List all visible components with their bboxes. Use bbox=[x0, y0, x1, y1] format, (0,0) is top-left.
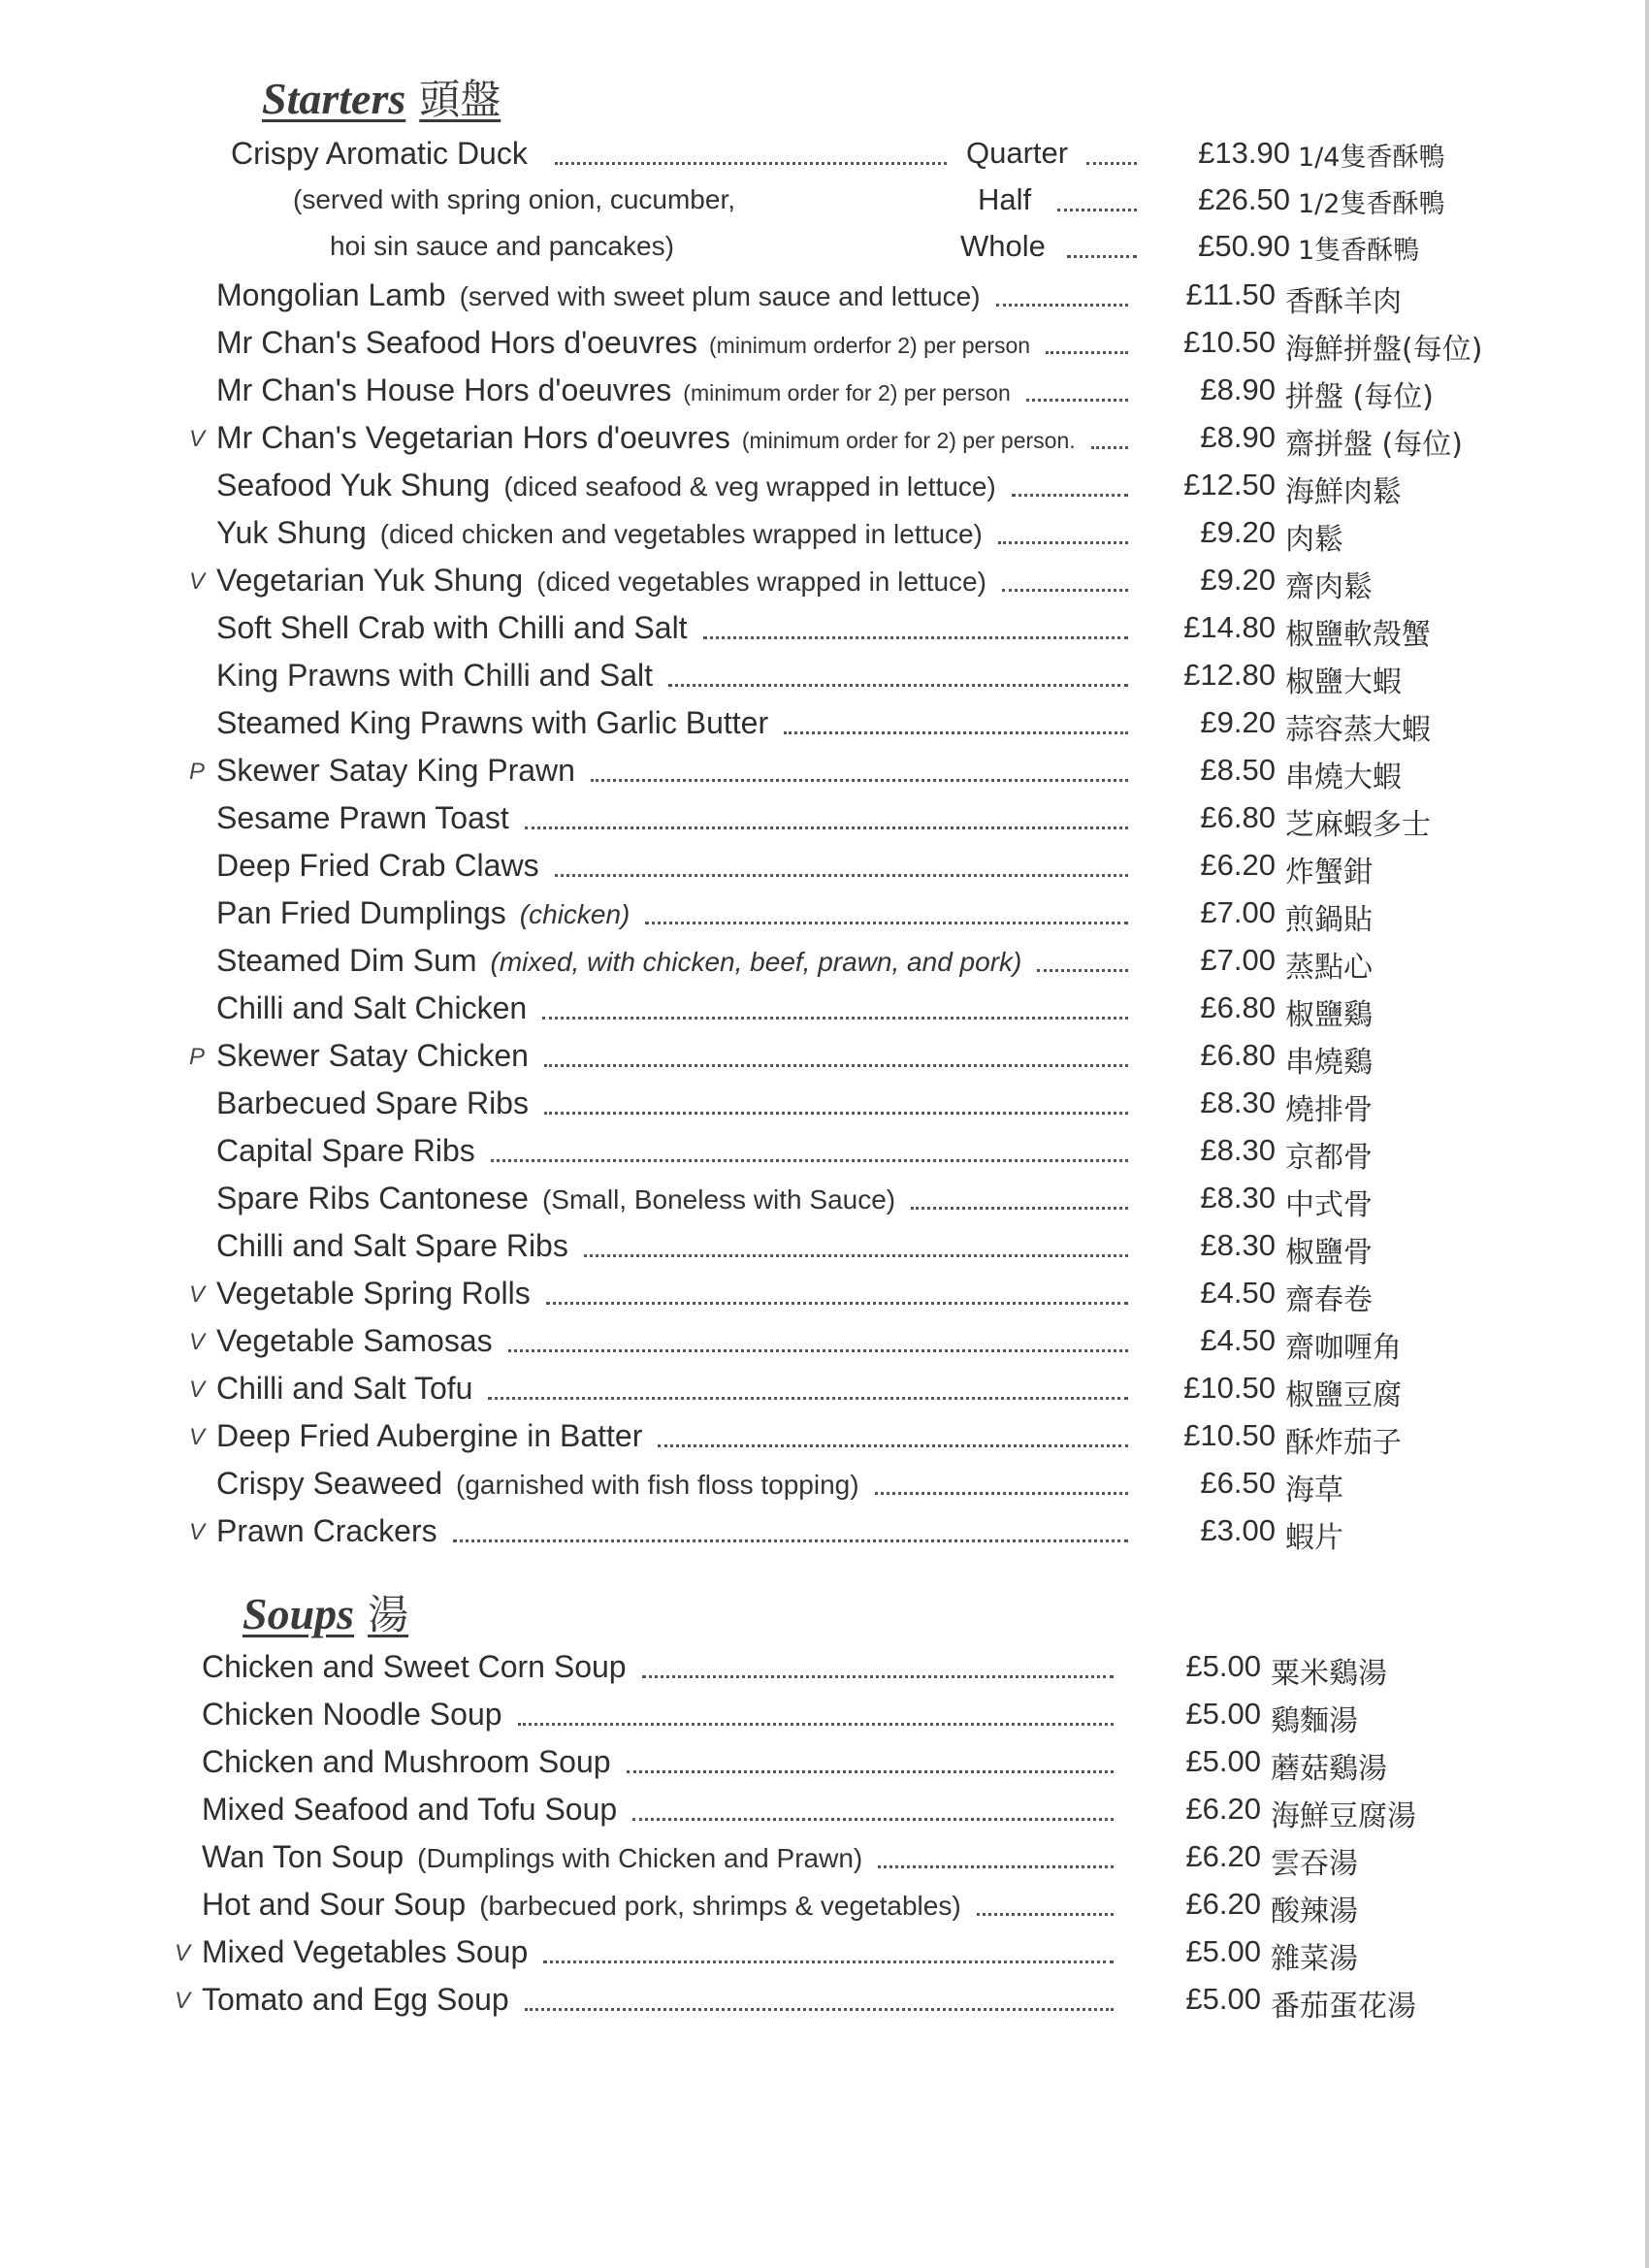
diet-mark: V bbox=[189, 1281, 206, 1308]
dot-leader bbox=[1026, 399, 1128, 402]
item-chinese-name: 拼盤 (每位) bbox=[1285, 380, 1434, 414]
item-chinese-name: 番茄蛋花湯 bbox=[1271, 1990, 1416, 2024]
menu-item-row bbox=[175, 1982, 1533, 2025]
item-chinese-name: 齋肉鬆 bbox=[1285, 570, 1373, 604]
dot-leader bbox=[668, 684, 1128, 687]
diet-mark: V bbox=[175, 1988, 191, 2014]
item-name: Mr Chan's Seafood Hors d'oeuvres bbox=[216, 325, 698, 360]
item-note: (Small, Boneless with Sauce) bbox=[541, 1184, 896, 1215]
item-chinese-name: 雜菜湯 bbox=[1271, 1942, 1358, 1976]
item-chinese-name: 齋春卷 bbox=[1285, 1283, 1373, 1317]
portion-label: Quarter bbox=[966, 136, 1069, 170]
item-price: £6.20 bbox=[1185, 1839, 1261, 1873]
item-chinese-name: 齋咖喱角 bbox=[1285, 1331, 1402, 1365]
item-name: Skewer Satay King Prawn bbox=[216, 753, 575, 788]
item-name: Yuk Shung bbox=[216, 515, 367, 550]
dot-leader bbox=[1057, 209, 1137, 211]
item-chinese-name: 海草 bbox=[1285, 1474, 1343, 1507]
menu-item-row bbox=[175, 1649, 1533, 1692]
item-price: £4.50 bbox=[1200, 1323, 1276, 1357]
item-name: Vegetable Spring Rolls bbox=[216, 1276, 531, 1311]
item-chinese-name: 燒排骨 bbox=[1285, 1093, 1373, 1127]
menu-item-row bbox=[189, 1038, 1547, 1081]
dot-leader bbox=[1086, 162, 1137, 165]
menu-item-row bbox=[189, 1418, 1547, 1461]
diet-mark: V bbox=[189, 1329, 206, 1355]
menu-item-row bbox=[189, 1466, 1547, 1508]
item-name: Deep Fried Aubergine in Batter bbox=[216, 1418, 643, 1453]
item-name: King Prawns with Chilli and Salt bbox=[216, 658, 653, 693]
item-name: Steamed King Prawns with Garlic Butter bbox=[216, 705, 769, 740]
diet-mark: V bbox=[189, 1377, 206, 1403]
item-name: Chilli and Salt Tofu bbox=[216, 1371, 473, 1406]
item-price: £6.80 bbox=[1200, 1038, 1276, 1072]
menu-item-row bbox=[189, 563, 1547, 605]
dot-leader bbox=[544, 1112, 1128, 1115]
item-note: (minimum order for 2) per person bbox=[683, 380, 1011, 405]
item-price: £8.50 bbox=[1200, 753, 1276, 787]
item-name: Chilli and Salt Chicken bbox=[216, 990, 528, 1025]
menu-item-row bbox=[189, 610, 1547, 653]
diet-mark: V bbox=[189, 1519, 206, 1545]
dot-leader bbox=[645, 922, 1128, 924]
item-name: Spare Ribs Cantonese bbox=[216, 1181, 529, 1215]
item-chinese-name: 蒜容蒸大蝦 bbox=[1285, 713, 1431, 747]
item-chinese-name: 蝦片 bbox=[1285, 1521, 1343, 1555]
item-name: Skewer Satay Chicken bbox=[216, 1038, 529, 1073]
dot-leader bbox=[1046, 351, 1128, 354]
item-price: £50.90 bbox=[1198, 229, 1290, 263]
menu-item-row bbox=[189, 373, 1547, 415]
dot-leader bbox=[632, 1818, 1114, 1821]
item-name: Barbecued Spare Ribs bbox=[216, 1085, 529, 1120]
dot-leader bbox=[878, 1865, 1114, 1868]
dot-leader bbox=[525, 826, 1128, 829]
menu-item-row bbox=[175, 1839, 1533, 1882]
item-price: £6.20 bbox=[1185, 1792, 1261, 1826]
item-name: Capital Spare Ribs bbox=[216, 1133, 475, 1168]
menu-item-row bbox=[175, 1792, 1533, 1834]
item-chinese-name: 香酥羊肉 bbox=[1285, 285, 1402, 319]
item-chinese-name: 海鮮拼盤(每位) bbox=[1285, 333, 1483, 367]
dot-leader bbox=[977, 1913, 1114, 1916]
item-price: £8.30 bbox=[1200, 1181, 1276, 1215]
menu-item-row bbox=[189, 1323, 1547, 1366]
dot-leader bbox=[998, 541, 1128, 544]
diet-mark: V bbox=[189, 426, 206, 452]
item-name: Mr Chan's Vegetarian Hors d'oeuvres bbox=[216, 420, 730, 455]
menu-item-row bbox=[189, 515, 1547, 558]
dot-leader bbox=[555, 162, 947, 165]
item-price: £8.30 bbox=[1200, 1133, 1276, 1167]
menu-item-row bbox=[189, 1085, 1547, 1128]
item-price: £13.90 bbox=[1198, 136, 1290, 170]
item-chinese-name: 椒鹽豆腐 bbox=[1285, 1378, 1402, 1412]
item-price: £7.00 bbox=[1200, 943, 1276, 977]
menu-item-row bbox=[189, 1181, 1547, 1223]
menu-item-row bbox=[189, 1228, 1547, 1271]
item-note: (served with sweet plum sauce and lettuce) bbox=[459, 281, 981, 311]
diet-mark: V bbox=[189, 1424, 206, 1450]
item-chinese-name: 蒸點心 bbox=[1285, 951, 1373, 985]
menu-item-row bbox=[189, 1133, 1547, 1176]
item-name: Vegetarian Yuk Shung bbox=[216, 563, 524, 598]
item-name: Mixed Seafood and Tofu Soup bbox=[202, 1792, 618, 1827]
dot-leader bbox=[555, 874, 1128, 877]
item-note: (diced vegetables wrapped in lettuce) bbox=[536, 567, 986, 597]
soups-title: Soups bbox=[242, 1589, 355, 1638]
starters-title-zh: 頭盤 bbox=[419, 76, 501, 123]
menu-item-row bbox=[189, 895, 1547, 938]
item-name: Soft Shell Crab with Chilli and Salt bbox=[216, 610, 688, 645]
item-price: £6.80 bbox=[1200, 990, 1276, 1024]
menu-item-row bbox=[189, 468, 1547, 510]
item-chinese-name: 海鮮肉鬆 bbox=[1285, 475, 1402, 509]
dot-leader bbox=[584, 1254, 1128, 1257]
item-price: £6.50 bbox=[1200, 1466, 1276, 1500]
item-chinese-name: 椒鹽軟殼蟹 bbox=[1285, 618, 1431, 652]
item-price: £10.50 bbox=[1183, 1418, 1276, 1452]
dot-leader bbox=[1002, 589, 1128, 592]
item-chinese-name: 酸辣湯 bbox=[1271, 1895, 1358, 1928]
duck-note-line2: hoi sin sauce and pancakes) bbox=[330, 231, 674, 261]
menu-item-row bbox=[189, 848, 1547, 891]
item-price: £5.00 bbox=[1185, 1697, 1261, 1731]
dot-leader bbox=[544, 1064, 1128, 1067]
item-chinese-name: 煎鍋貼 bbox=[1285, 903, 1373, 937]
item-name: Deep Fried Crab Claws bbox=[216, 848, 539, 883]
menu-item-row bbox=[189, 277, 1547, 320]
diet-mark: V bbox=[189, 568, 206, 595]
portion-label: Half bbox=[978, 182, 1032, 216]
item-price: £10.50 bbox=[1183, 1371, 1276, 1405]
dot-leader bbox=[491, 1159, 1128, 1162]
dot-leader bbox=[1091, 446, 1128, 449]
item-price: £9.20 bbox=[1200, 515, 1276, 549]
starters-title: Starters bbox=[262, 74, 406, 123]
item-price: £9.20 bbox=[1200, 563, 1276, 597]
item-chinese-name: 中式骨 bbox=[1285, 1188, 1373, 1222]
item-name: Mixed Vegetables Soup bbox=[202, 1934, 529, 1969]
item-price: £3.00 bbox=[1200, 1513, 1276, 1547]
menu-item-row bbox=[189, 990, 1547, 1033]
item-price: £8.90 bbox=[1200, 373, 1276, 406]
dot-leader bbox=[518, 1723, 1114, 1726]
dot-leader bbox=[627, 1770, 1114, 1773]
dot-leader bbox=[488, 1397, 1128, 1400]
item-name: Chicken and Mushroom Soup bbox=[202, 1744, 611, 1779]
item-name: Tomato and Egg Soup bbox=[202, 1982, 509, 2017]
dot-leader bbox=[508, 1349, 1128, 1352]
item-name: Seafood Yuk Shung bbox=[216, 468, 491, 502]
item-chinese-name: 粟米鷄湯 bbox=[1271, 1657, 1387, 1691]
item-chinese-name: 芝麻蝦多士 bbox=[1285, 808, 1431, 842]
item-name: Sesame Prawn Toast bbox=[216, 800, 509, 835]
item-price: £5.00 bbox=[1185, 1744, 1261, 1778]
dot-leader bbox=[1067, 255, 1137, 258]
item-chinese-name: 齋拼盤 (每位) bbox=[1285, 428, 1463, 462]
item-chinese-name: 1/4隻香酥鴨 bbox=[1298, 143, 1445, 173]
dot-leader bbox=[658, 1444, 1128, 1447]
menu-item-row bbox=[189, 1276, 1547, 1318]
item-note: (minimum orderfor 2) per person bbox=[709, 333, 1031, 358]
item-chinese-name: 串燒鷄 bbox=[1285, 1046, 1373, 1080]
item-price: £8.30 bbox=[1200, 1085, 1276, 1119]
menu-item-row bbox=[175, 1934, 1533, 1977]
starters-heading bbox=[262, 68, 501, 126]
diet-mark: V bbox=[175, 1940, 191, 1966]
menu-item-row bbox=[175, 1887, 1533, 1929]
scan-edge bbox=[1645, 0, 1649, 2268]
dot-leader bbox=[525, 2008, 1114, 2011]
item-chinese-name: 炸蟹鉗 bbox=[1285, 856, 1373, 890]
dot-leader bbox=[875, 1492, 1128, 1495]
item-name: Steamed Dim Sum bbox=[216, 943, 477, 978]
item-price: £14.80 bbox=[1183, 610, 1276, 644]
item-name: Chicken Noodle Soup bbox=[202, 1697, 502, 1732]
item-price: £26.50 bbox=[1198, 182, 1290, 216]
item-name: Hot and Sour Soup bbox=[202, 1887, 467, 1922]
dot-leader bbox=[784, 731, 1128, 734]
menu-item-row bbox=[189, 325, 1547, 368]
item-chinese-name: 串燒大蝦 bbox=[1285, 761, 1402, 794]
item-chinese-name: 椒鹽大蝦 bbox=[1285, 665, 1402, 699]
dot-leader bbox=[996, 304, 1128, 307]
item-chinese-name: 椒鹽鷄 bbox=[1285, 998, 1373, 1032]
item-chinese-name: 肉鬆 bbox=[1285, 523, 1343, 557]
item-chinese-name: 椒鹽骨 bbox=[1285, 1236, 1373, 1270]
item-note: (minimum order for 2) per person. bbox=[741, 428, 1076, 453]
duck-row-quarter bbox=[204, 136, 1562, 178]
menu-item-row bbox=[189, 753, 1547, 795]
portion-label: Whole bbox=[960, 229, 1046, 263]
item-price: £4.50 bbox=[1200, 1276, 1276, 1310]
item-note: (diced seafood & veg wrapped in lettuce) bbox=[503, 471, 996, 502]
item-name: Prawn Crackers bbox=[216, 1513, 437, 1548]
item-price: £11.50 bbox=[1185, 277, 1276, 311]
item-note: (diced chicken and vegetables wrapped in lettuce) bbox=[379, 519, 983, 549]
item-chinese-name: 1隻香酥鴨 bbox=[1298, 236, 1420, 266]
duck-row-half bbox=[204, 182, 1562, 225]
item-name: Mongolian Lamb bbox=[216, 277, 446, 312]
item-name: Pan Fried Dumplings bbox=[216, 895, 506, 930]
item-chinese-name: 鷄麵湯 bbox=[1271, 1704, 1358, 1738]
item-note: (Dumplings with Chicken and Prawn) bbox=[417, 1843, 863, 1873]
item-price: £6.80 bbox=[1200, 800, 1276, 834]
item-price: £12.80 bbox=[1183, 658, 1276, 692]
menu-item-row bbox=[189, 658, 1547, 700]
item-note: (chicken) bbox=[519, 899, 630, 929]
item-name: Vegetable Samosas bbox=[216, 1323, 493, 1358]
menu-item-row bbox=[189, 800, 1547, 843]
menu-item-row bbox=[189, 1513, 1547, 1556]
menu-item-row bbox=[175, 1697, 1533, 1739]
item-price: £5.00 bbox=[1185, 1934, 1261, 1968]
dot-leader bbox=[1037, 969, 1128, 972]
dot-leader bbox=[453, 1539, 1128, 1542]
duck-row-whole bbox=[204, 229, 1562, 272]
diet-mark: P bbox=[189, 759, 206, 785]
dot-leader bbox=[543, 1960, 1114, 1963]
item-price: £5.00 bbox=[1185, 1649, 1261, 1683]
item-name: Wan Ton Soup bbox=[202, 1839, 404, 1874]
item-chinese-name: 雲吞湯 bbox=[1271, 1847, 1358, 1881]
menu-item-row bbox=[189, 1371, 1547, 1413]
menu-item-row bbox=[175, 1744, 1533, 1787]
item-chinese-name: 酥炸茄子 bbox=[1285, 1426, 1402, 1460]
item-chinese-name: 京都骨 bbox=[1285, 1141, 1373, 1175]
duck-name: Crispy Aromatic Duck bbox=[231, 136, 528, 171]
item-name: Chicken and Sweet Corn Soup bbox=[202, 1649, 627, 1684]
item-note: (barbecued pork, shrimps & vegetables) bbox=[479, 1891, 961, 1921]
item-price: £9.20 bbox=[1200, 705, 1276, 739]
dot-leader bbox=[546, 1302, 1128, 1305]
duck-note-line1: (served with spring onion, cucumber, bbox=[293, 184, 735, 214]
menu-item-row bbox=[189, 943, 1547, 986]
item-price: £6.20 bbox=[1200, 848, 1276, 882]
item-chinese-name: 1/2隻香酥鴨 bbox=[1298, 189, 1445, 219]
dot-leader bbox=[591, 779, 1128, 782]
soups-title-zh: 湯 bbox=[368, 1591, 409, 1638]
item-name: Mr Chan's House Hors d'oeuvres bbox=[216, 373, 672, 407]
item-price: £10.50 bbox=[1183, 325, 1276, 359]
item-chinese-name: 蘑菇鷄湯 bbox=[1271, 1752, 1387, 1786]
item-note: (mixed, with chicken, beef, prawn, and pork) bbox=[490, 947, 1022, 977]
dot-leader bbox=[642, 1675, 1114, 1678]
soups-heading bbox=[242, 1583, 408, 1641]
dot-leader bbox=[542, 1017, 1128, 1020]
item-name: Chilli and Salt Spare Ribs bbox=[216, 1228, 568, 1263]
item-price: £8.30 bbox=[1200, 1228, 1276, 1262]
dot-leader bbox=[1012, 494, 1128, 497]
menu-item-row bbox=[189, 705, 1547, 748]
menu-item-row bbox=[189, 420, 1547, 463]
item-name: Crispy Seaweed bbox=[216, 1466, 442, 1501]
item-price: £5.00 bbox=[1185, 1982, 1261, 2016]
item-note: (garnished with fish floss topping) bbox=[456, 1470, 859, 1500]
diet-mark: P bbox=[189, 1044, 206, 1070]
item-chinese-name: 海鮮豆腐湯 bbox=[1271, 1799, 1416, 1833]
item-price: £6.20 bbox=[1185, 1887, 1261, 1921]
dot-leader bbox=[911, 1207, 1128, 1210]
item-price: £8.90 bbox=[1200, 420, 1276, 454]
item-price: £12.50 bbox=[1183, 468, 1276, 502]
item-price: £7.00 bbox=[1200, 895, 1276, 929]
dot-leader bbox=[703, 636, 1128, 639]
